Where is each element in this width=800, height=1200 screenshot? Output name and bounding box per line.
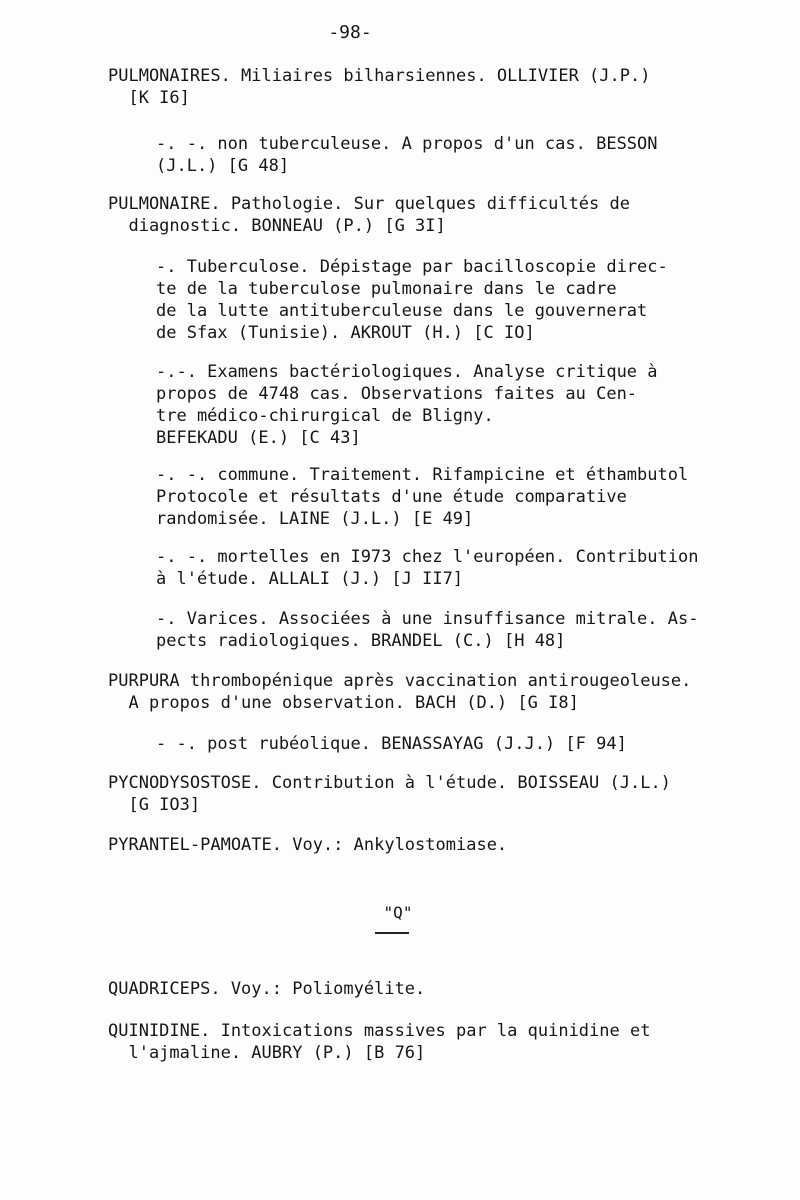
- entry-line: à l'étude. ALLALI (J.) [J II7]: [156, 569, 464, 589]
- entry-line: de Sfax (Tunisie). AKROUT (H.) [C IO]: [156, 323, 535, 343]
- entry-line: -. -. non tuberculeuse. A propos d'un cas. BESSON: [156, 134, 658, 154]
- entry-line: PYCNODYSOSTOSE. Contribution à l'étude. BOISSEAU (J.L.): [108, 773, 671, 793]
- entry-line: QUADRICEPS. Voy.: Poliomyélite.: [108, 979, 426, 999]
- entry-line: -. Varices. Associées à une insuffisance mitrale. As-: [156, 609, 699, 629]
- entry-line: PURPURA thrombopénique après vaccination antirougeoleuse.: [108, 671, 692, 691]
- index-entry: [156, 464, 688, 530]
- section-heading: "Q": [383, 903, 413, 922]
- entry-line: PYRANTEL-PAMOATE. Voy.: Ankylostomiase.: [108, 835, 508, 855]
- index-entry: [108, 193, 630, 237]
- index-entry: [156, 256, 668, 344]
- entry-line: (J.L.) [G 48]: [156, 156, 290, 176]
- index-entry: [108, 1020, 650, 1064]
- entry-line: de la lutte antituberculeuse dans le gouvernerat: [156, 301, 648, 321]
- entry-line: -. Tuberculose. Dépistage par bacilloscopie direc-: [156, 257, 668, 277]
- index-entry: [108, 834, 507, 856]
- entry-line: diagnostic. BONNEAU (P.) [G 3I]: [108, 216, 446, 236]
- index-entry: [108, 670, 691, 714]
- index-entry: [156, 608, 698, 652]
- index-entry: [156, 361, 658, 449]
- entry-line: PULMONAIRES. Miliaires bilharsiennes. OLLIVIER (J.P.): [108, 66, 651, 86]
- index-entry: [108, 978, 425, 1000]
- entry-line: - -. post rubéolique. BENASSAYAG (J.J.) [F 94]: [156, 734, 627, 754]
- entry-line: [K I6]: [108, 88, 190, 108]
- entry-line: propos de 4748 cas. Observations faites au Cen-: [156, 384, 638, 404]
- entry-line: A propos d'une observation. BACH (D.) [G I8]: [108, 693, 579, 713]
- index-entry: [108, 65, 650, 109]
- section-rule: [375, 932, 409, 934]
- page-number: -98-: [328, 22, 372, 43]
- entry-line: randomisée. LAINE (J.L.) [E 49]: [156, 509, 474, 529]
- entry-line: QUINIDINE. Intoxications massives par la quinidine et: [108, 1021, 651, 1041]
- index-entry: [156, 733, 627, 755]
- index-entry: [108, 772, 671, 816]
- index-entry: [156, 133, 658, 177]
- entry-line: -. -. mortelles en I973 chez l'européen. Contribution: [156, 547, 699, 567]
- entry-line: PULMONAIRE. Pathologie. Sur quelques difficultés de: [108, 194, 630, 214]
- entry-line: l'ajmaline. AUBRY (P.) [B 76]: [108, 1043, 426, 1063]
- entry-line: te de la tuberculose pulmonaire dans le cadre: [156, 279, 617, 299]
- entry-line: pects radiologiques. BRANDEL (C.) [H 48]: [156, 631, 566, 651]
- entry-line: -.-. Examens bactériologiques. Analyse critique à: [156, 362, 658, 382]
- entry-line: tre médico-chirurgical de Bligny.: [156, 406, 494, 426]
- entry-line: Protocole et résultats d'une étude comparative: [156, 487, 627, 507]
- entry-line: [G IO3]: [108, 795, 201, 815]
- entry-line: BEFEKADU (E.) [C 43]: [156, 428, 361, 448]
- entry-line: -. -. commune. Traitement. Rifampicine et éthambutol: [156, 465, 689, 485]
- index-entry: [156, 546, 698, 590]
